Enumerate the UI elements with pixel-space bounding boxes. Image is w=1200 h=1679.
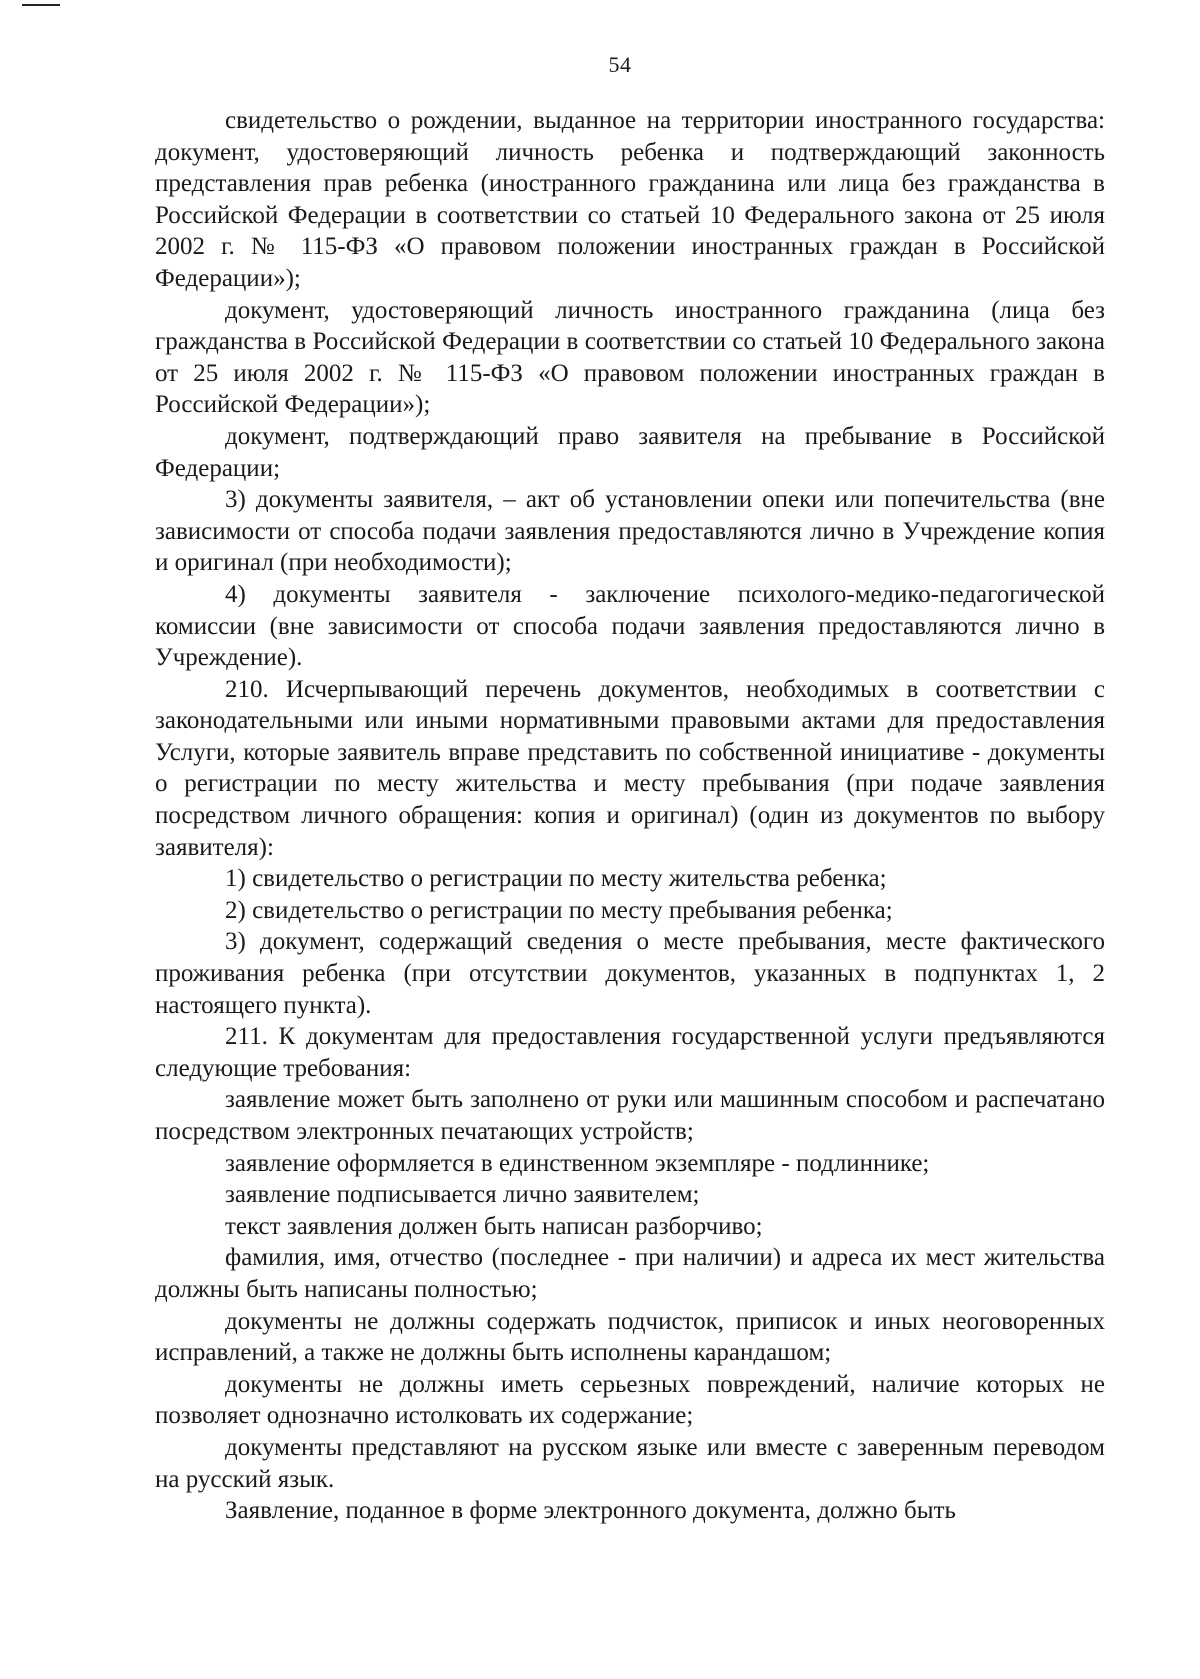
paragraph-requirement-no-corrections: документы не должны содержать подчисток, приписок и иных неоговоренных исправлений, а также не должны быть исполнены карандашом; [155,1307,1105,1367]
paragraph-clause-210: 210. Исчерпывающий перечень документов, необходимых в соответствии с законодательными или иными нормативными правовыми актами для предоставления Услуги, которые заявитель вправе представить по собственной инициативе - документы о регистрации по месту жительства и месту пребывания (при подаче заявления посредством личного обращения: копия и оригинал) (один из документов по выбору заявителя): [155,675,1105,861]
paragraph-requirement-russian-language: документы представляют на русском языке или вместе с заверенным переводом на русский язык. [155,1433,1105,1493]
paragraph-requirement-signed: заявление подписывается лично заявителем; [225,1181,700,1209]
paragraph-requirement-filled: заявление может быть заполнено от руки или машинным способом и распечатано посредством электронных печатающих устройств; [155,1086,1105,1145]
paragraph-registration-stay: 2) свидетельство о регистрации по месту пребывания ребенка; [225,896,893,924]
paragraph-registration-residence: 1) свидетельство о регистрации по месту жительства ребенка; [225,865,887,893]
paragraph-birth-certificate: свидетельство о рождении, выданное на территории иностранного государства: документ, удостоверяющий личность ребенка и подтверждающий законность представления прав ребенка (иностранного гражданина или лица без гражданства в Российской Федерации в соответствии со статьей 10 Федерального закона от 25 июля 2002 г. № 115-ФЗ «О правовом положении иностранных граждан в Российской Федерации»); [155,107,1105,292]
document-body [155,105,1105,1527]
paragraph-pmpk-conclusion: 4) документы заявителя - заключение психолого-медико-педагогической комиссии (вне зависимости от способа подачи заявления предоставляются лично в Учреждение). [155,580,1105,672]
paragraph-clause-211: 211. К документам для предоставления государственной услуги предъявляются следующие требования: [155,1023,1105,1082]
paragraph-requirement-legible: текст заявления должен быть написан разборчиво; [225,1212,763,1240]
page-number: 54 [608,52,632,77]
scan-corner-mark [22,4,60,6]
paragraph-electronic-application: Заявление, поданное в форме электронного документа, должно быть [225,1497,956,1525]
paragraph-requirement-no-damage: документы не должны иметь серьезных повреждений, наличие которых не позволяет однозначно истолковать их содержание; [155,1370,1105,1430]
paragraph-guardianship-act: 3) документы заявителя, – акт об установлении опеки или попечительства (вне зависимости от способа подачи заявления предоставляются лично в Учреждение копия и оригинал (при необходимости); [155,486,1105,577]
paragraph-requirement-full-names: фамилия, имя, отчество (последнее - при наличии) и адреса их мест жительства должны быть написаны полностью; [155,1244,1105,1303]
paragraph-actual-residence-document: 3) документ, содержащий сведения о месте пребывания, месте фактического проживания ребенка (при отсутствии документов, указанных в подпунктах 1, 2 настоящего пункта). [155,928,1105,1019]
paragraph-foreign-id-document: документ, удостоверяющий личность иностранного гражданина (лица без гражданства в Российской Федерации в соответствии со статьей 10 Федерального закона от 25 июля 2002 г. № 115-ФЗ «О правовом положении иностранных граждан в Российской Федерации»); [155,296,1105,419]
paragraph-residence-right-document: документ, подтверждающий право заявителя на пребывание в Российской Федерации; [155,422,1105,482]
paragraph-requirement-single-copy: заявление оформляется в единственном экземпляре - подлиннике; [225,1149,930,1177]
